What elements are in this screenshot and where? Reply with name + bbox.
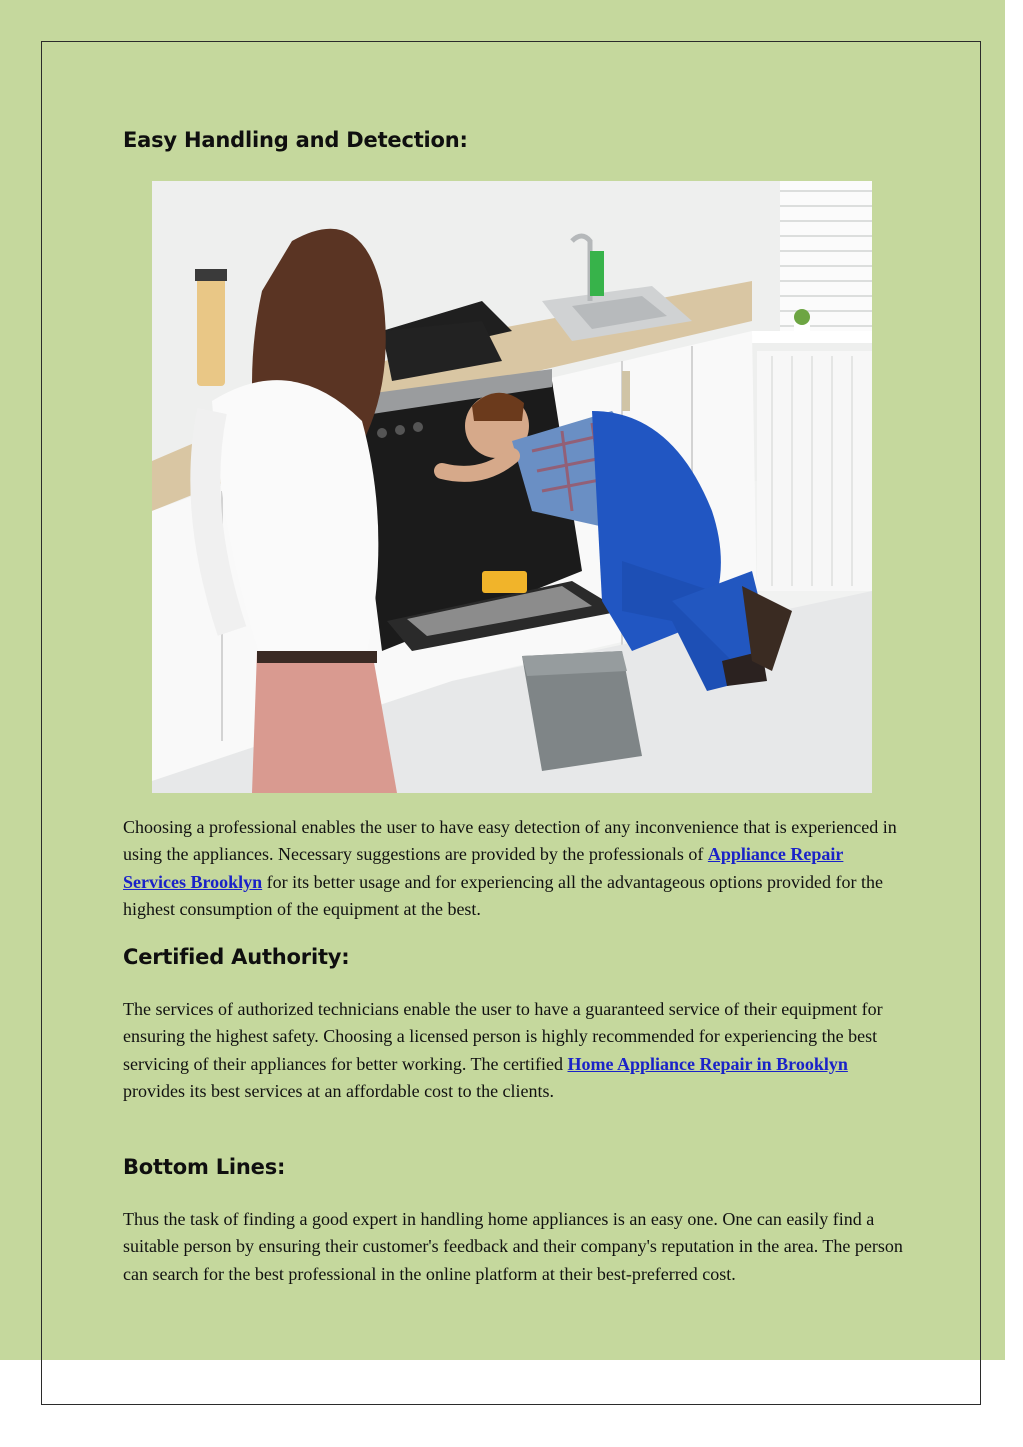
technician-repairing-oven-photo bbox=[152, 181, 872, 793]
heading-certified-authority: Certified Authority: bbox=[123, 945, 350, 969]
heading-bottom-lines: Bottom Lines: bbox=[123, 1155, 286, 1179]
appliance-repair-services-brooklyn-link[interactable]: Appliance Repair Services Brooklyn bbox=[123, 844, 844, 892]
paragraph-easy-handling-text-1: Choosing a professional enables the user to have easy detection of any inconvenience that is experienced in using the appliances. Necessary suggestions are provided by the professionals of bbox=[123, 817, 897, 865]
paragraph-certified-authority-text-1: The services of authorized technicians enable the user to have a guaranteed service of their equipment for ensuring the highest safety. Choosing a licensed person is highly recommended for experiencing the best servicing of their appliances for better working. The certified bbox=[123, 999, 883, 1074]
paragraph-easy-handling bbox=[123, 814, 903, 924]
home-appliance-repair-brooklyn-link[interactable]: Home Appliance Repair in Brooklyn bbox=[567, 1053, 848, 1074]
heading-easy-handling: Easy Handling and Detection: bbox=[123, 128, 468, 152]
paragraph-certified-authority bbox=[123, 996, 903, 1106]
paragraph-easy-handling-text-2: for its better usage and for experiencing all the advantageous options provided for the highest consumption of the equipment at the best. bbox=[123, 871, 883, 920]
paragraph-bottom-lines: Thus the task of finding a good expert in handling home appliances is an easy one. One can easily find a suitable person by ensuring their customer's feedback and their company's reputation in the area. The person can search for the best professional in the online platform at their best-preferred cost. bbox=[123, 1209, 903, 1284]
paragraph-certified-authority-text-2: provides its best services at an affordable cost to the clients. bbox=[123, 1081, 555, 1102]
